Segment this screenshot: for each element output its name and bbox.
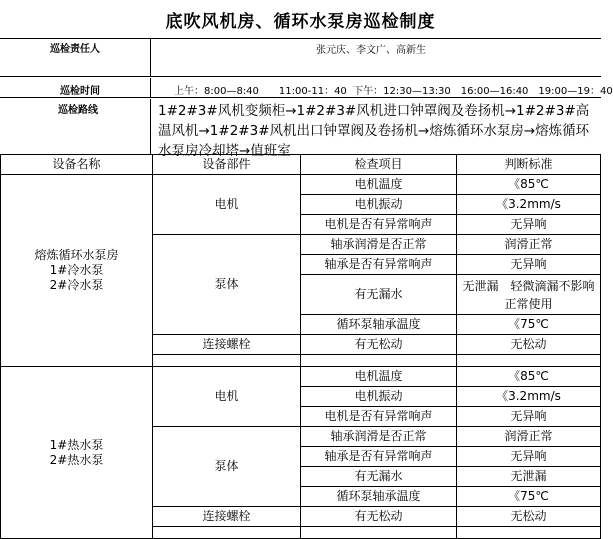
- standard-value: 《3.2mm/s: [457, 387, 601, 407]
- check-item: 轴承润滑是否正常: [301, 427, 457, 447]
- equipment-name-line: 2#热水泵: [49, 452, 104, 467]
- part-cell: 连接螺栓: [153, 507, 301, 527]
- standard-value: 《3.2mm/s: [457, 195, 601, 215]
- column-header: 设备名称: [1, 155, 153, 175]
- standard-value: 无异响: [457, 447, 601, 467]
- standard-value: 无松动: [457, 507, 601, 527]
- standard-value: 无泄漏 轻微滴漏不影响正常使用: [457, 275, 601, 315]
- part-cell: 电机: [153, 175, 301, 235]
- check-item: 电机振动: [301, 195, 457, 215]
- check-item: 轴承是否有异常响声: [301, 255, 457, 275]
- time-row: [0, 78, 613, 98]
- part-cell: 泵体: [153, 235, 301, 335]
- check-item: 有无松动: [301, 507, 457, 527]
- check-item: 电机振动: [301, 387, 457, 407]
- time-value: 上午：8:00—8:40 11:00-11：40 下午：12:30—13:30 16:00—16:40 19:00—19：40: [174, 86, 613, 97]
- standard-value: 无异响: [457, 255, 601, 275]
- document-title: 底吹风机房、循环水泵房巡检制度: [0, 0, 601, 39]
- standard-value: 无异响: [457, 407, 601, 427]
- standard-value: 润滑正常: [457, 427, 601, 447]
- check-item: 电机是否有异常响声: [301, 215, 457, 235]
- responsible-row: [0, 39, 601, 77]
- route-row: [0, 99, 601, 159]
- route-value: 1#2#3#风机变频柜→1#2#3#风机进口钟罩阀及卷扬机→1#2#3#高温风机→1#2#3#风机出口钟罩阀及卷扬机→熔炼循环水泵房→熔炼循环水泵房冷却塔→值班室: [158, 103, 590, 159]
- table-row: [1, 175, 601, 195]
- check-item: 电机是否有异常响声: [301, 407, 457, 427]
- part-cell: 连接螺栓: [153, 335, 301, 355]
- check-item: 电机温度: [301, 367, 457, 387]
- standard-value: 无泄漏: [457, 467, 601, 487]
- part-cell: 电机: [153, 367, 301, 427]
- check-item: 轴承是否有异常响声: [301, 447, 457, 467]
- responsible-value: 张元庆、李文广、高新生: [316, 45, 426, 56]
- check-item: 循环泵轴承温度: [301, 315, 457, 335]
- column-header: 判断标准: [457, 155, 601, 175]
- check-item: 有无漏水: [301, 467, 457, 487]
- column-header: 设备部件: [153, 155, 301, 175]
- equipment-name-cell: [1, 367, 153, 539]
- standard-value: 无松动: [457, 335, 601, 355]
- equipment-name-line: 1#冷水泵: [49, 263, 104, 277]
- check-item: 轴承润滑是否正常: [301, 235, 457, 255]
- equipment-name-line: 2#冷水泵: [49, 278, 104, 292]
- column-header: 检查项目: [301, 155, 457, 175]
- check-item: 电机温度: [301, 175, 457, 195]
- inspection-table: [0, 154, 601, 539]
- part-cell: 泵体: [153, 427, 301, 507]
- table-row: [1, 367, 601, 387]
- standard-value: 《85℃: [457, 367, 601, 387]
- time-label: 巡检时间: [0, 78, 151, 97]
- standard-value: 润滑正常: [457, 235, 601, 255]
- equipment-name-line: 熔炼循环水泵房: [34, 248, 119, 262]
- equipment-name-cell: [1, 175, 153, 367]
- check-item: 循环泵轴承温度: [301, 487, 457, 507]
- responsible-label: 巡检责任人: [0, 39, 151, 76]
- equipment-name-line: 1#热水泵: [49, 437, 104, 452]
- standard-value: 《75℃: [457, 315, 601, 335]
- standard-value: 无异响: [457, 215, 601, 235]
- route-label: 巡检路线: [0, 99, 151, 154]
- table-header-row: [1, 155, 601, 175]
- standard-value: 《75℃: [457, 487, 601, 507]
- check-item: 有无松动: [301, 335, 457, 355]
- standard-value: 《85℃: [457, 175, 601, 195]
- check-item: 有无漏水: [301, 275, 457, 315]
